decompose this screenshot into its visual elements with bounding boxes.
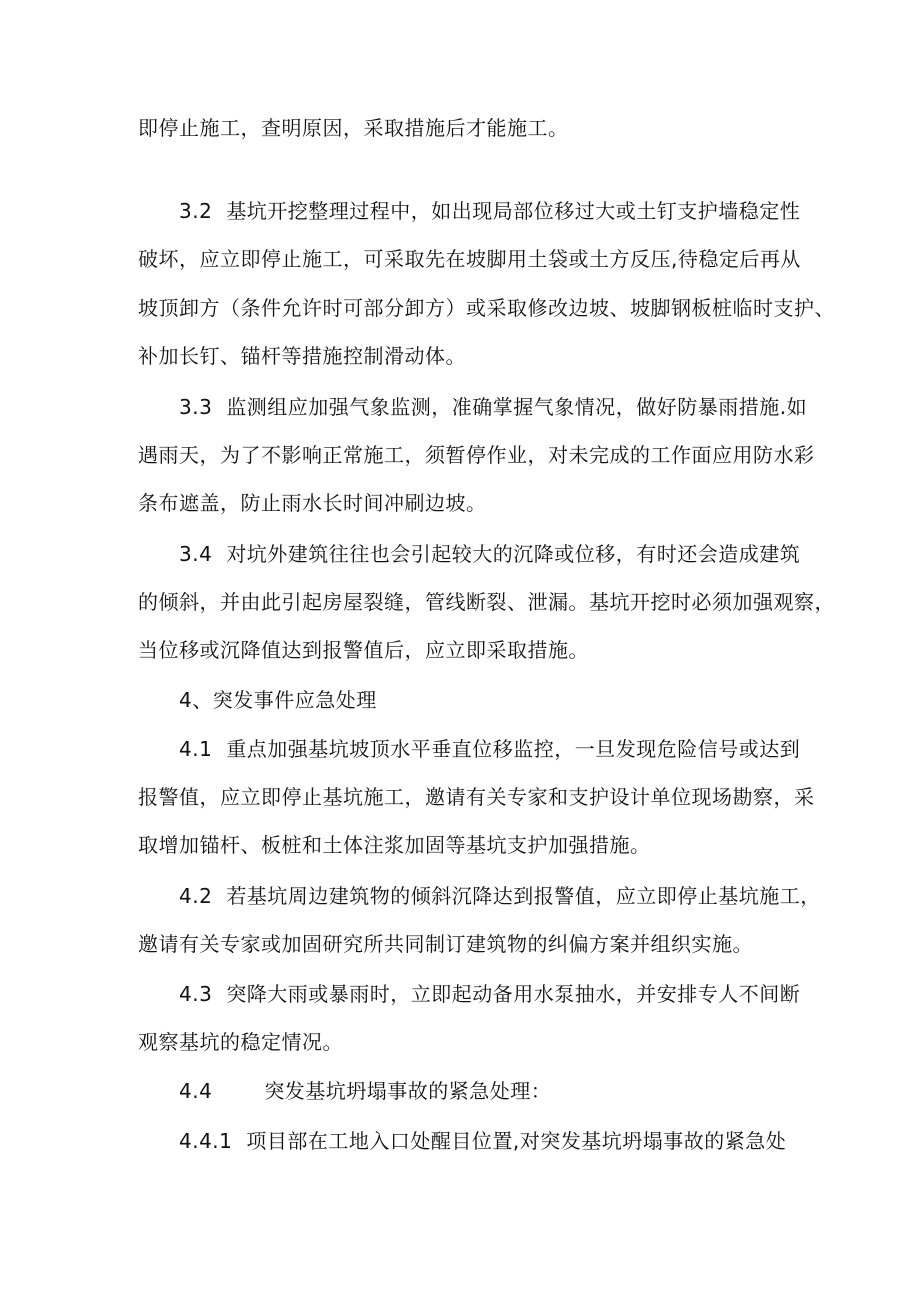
- section-4-1-line-2: 报警值，应立即停止基坑施工，邀请有关专家和支护设计单位现场勘察，采: [138, 785, 815, 809]
- section-number: 4.2: [179, 884, 213, 908]
- section-4-3-line-2: 观察基坑的稳定情况。: [138, 1030, 343, 1054]
- section-4-2-line-2: 邀请有关专家或加固研究所共同制订建筑物的纠偏方案并组织实施。: [138, 932, 753, 956]
- section-3-3-line-3: 条布遮盖，防止雨水长时间冲刷边坡。: [138, 491, 487, 515]
- section-3-4-line-3: 当位移或沉降值达到报警值后，应立即采取措施。: [138, 638, 589, 662]
- section-4-1-line-1: 4.1 重点加强基坑坡顶水平垂直位移监控，一旦发现危险信号或达到: [179, 737, 801, 761]
- section-3-2-line-1: 3.2 基坑开挖整理过程中，如出现局部位移过大或土钉支护墙稳定性: [179, 199, 801, 223]
- section-4-4-1-line-1: 4.4.1 项目部在工地入口处醒目位置,对突发基坑坍塌事故的紧急处: [179, 1129, 787, 1153]
- section-number: 3.2: [179, 199, 213, 223]
- paragraph-continuation-line: 即停止施工，查明原因，采取措施后才能施工。: [138, 116, 569, 140]
- section-3-2-line-2: 破坏，应立即停止施工，可采取先在坡脚用土袋或土方反压,待稳定后再从: [138, 247, 801, 271]
- section-number: 4.4.1: [179, 1129, 233, 1153]
- section-3-3-line-1: 3.3 监测组应加强气象监测，准确掌握气象情况，做好防暴雨措施.如: [179, 395, 808, 419]
- section-3-2-line-3: 坡顶卸方（条件允许时可部分卸方）或采取修改边坡、坡脚钢板桩临时支护、: [138, 296, 835, 320]
- section-3-3-line-2: 遇雨天，为了不影响正常施工，须暂停作业，对未完成的工作面应用防水彩: [138, 443, 815, 467]
- section-4-heading: 4、突发事件应急处理: [179, 688, 377, 712]
- section-4-2-line-1: 4.2 若基坑周边建筑物的倾斜沉降达到报警值，应立即停止基坑施工，: [179, 884, 821, 908]
- section-number: 3.4: [179, 542, 213, 566]
- section-number: 3.3: [179, 395, 213, 419]
- section-4-1-line-3: 取增加锚杆、板桩和土体注浆加固等基坑支护加强措施。: [138, 833, 651, 857]
- section-3-4-line-1: 3.4 对坑外建筑往往也会引起较大的沉降或位移，有时还会造成建筑: [179, 542, 801, 566]
- section-4-4-line-1: 4.4 突发基坑坍塌事故的紧急处理：: [179, 1079, 552, 1103]
- section-3-4-line-2: 的倾斜，并由此引起房屋裂缝，管线断裂、泄漏。基坑开挖时必须加强观察，: [138, 590, 835, 614]
- section-number: 4.3: [179, 982, 213, 1006]
- section-number: 4.1: [179, 737, 213, 761]
- section-3-2-line-4: 补加长钉、锚杆等措施控制滑动体。: [138, 344, 466, 368]
- section-4-3-line-1: 4.3 突降大雨或暴雨时，立即起动备用水泵抽水，并安排专人不间断: [179, 982, 801, 1006]
- section-number: 4.4: [179, 1079, 213, 1103]
